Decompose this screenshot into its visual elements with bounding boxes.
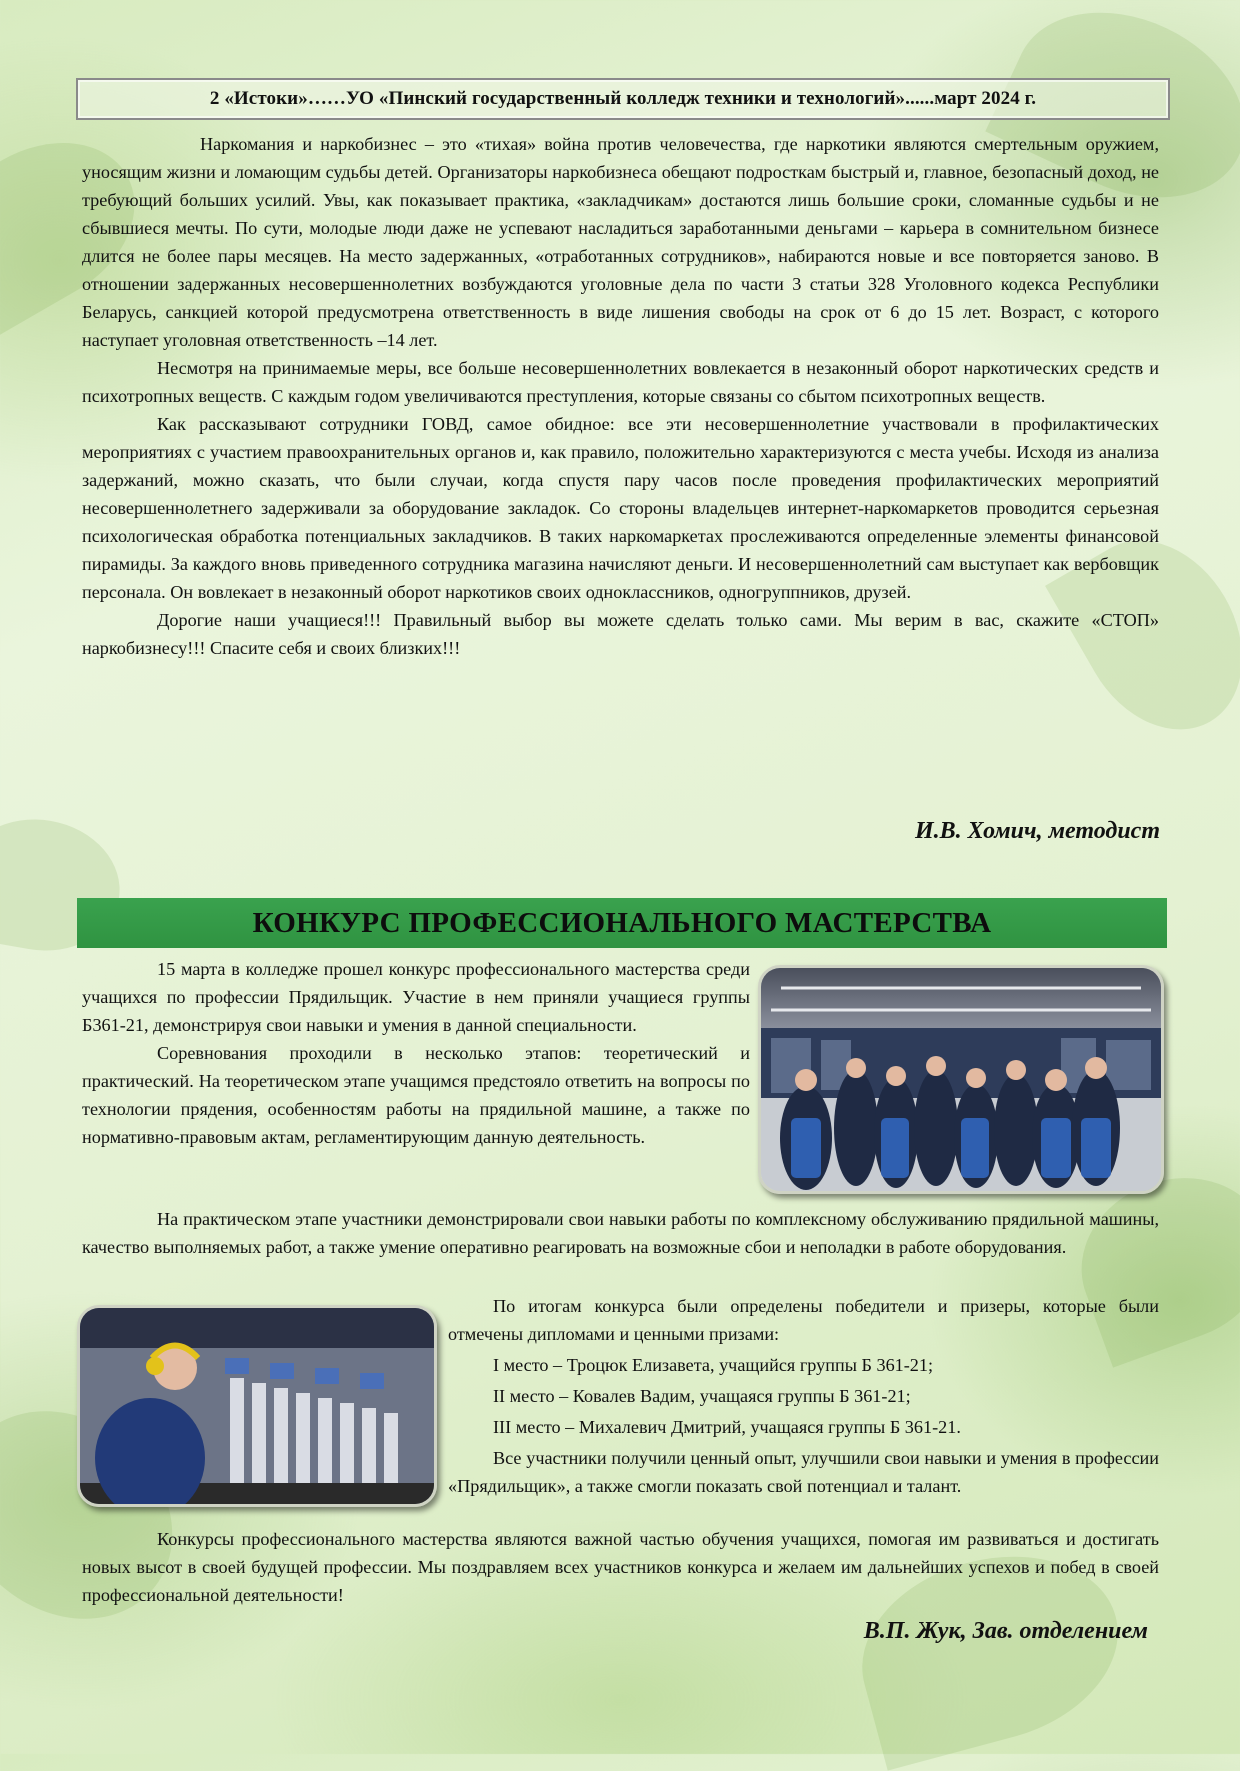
paragraph: По итогам конкурса были определены победители и призеры, которые были отмечены дипломами и ценными призами: (448, 1296, 1159, 1344)
spinning-machine-photo (77, 1305, 437, 1507)
paragraph: На практическом этапе участники демонстрировали свои навыки работы по комплексному обслуживанию прядильной машины, качество выполняемых работ, а также умение оперативно реагировать на возможные сбои и неполадки в работе оборудования. (82, 1209, 1159, 1257)
paragraph: Как рассказывают сотрудники ГОВД, самое обидное: все эти несовершеннолетние участвовали в профилактических мероприятиях с участием правоохранительных органов и, как правило, положительно характеризуются с места учебы. Исходя из анализа задержаний, можно сказать, что были случаи, когда спустя пару часов после проведения профилактических мероприятий несовершеннолетнего задерживали за оборудование закладок. Со стороны владельцев интернет-наркомаркетов проводится серьезная психологическая обработка потенциальных закладчиков. В таких наркомаркетах прослеживаются определенные элементы финансовой пирамиды. За каждого вновь приведенного сотрудника магазина начисляют деньги. И несовершеннолетний сам выступает как вербовщик персонала. Он вовлекает в незаконный оборот наркотиков своих одноклассников, одногруппников, друзей. (82, 414, 1159, 602)
paragraph: Все участники получили ценный опыт, улучшили свои навыки и умения в профессии «Прядильщик», а также смогли показать свой потенциал и талант. (448, 1448, 1159, 1496)
article-contest-intro (82, 955, 750, 1151)
winner-item: II место – Ковалев Вадим, учащаяся группы Б 361-21; (493, 1386, 911, 1406)
winner-item: III место – Михалевич Дмитрий, учащаяся группы Б 361-21. (493, 1417, 961, 1437)
paragraph: Наркомания и наркобизнес – это «тихая» война против человечества, где наркотики являются смертельным оружием, уносящим жизни и ломающим судьбы детей. Организаторы наркобизнеса обещают подросткам быстрый и, главное, безопасный доход, не требующий больших усилий. Увы, как показывает практика, «закладчикам» достаются лишь большие сроки, сломанные судьбы и не сбывшиеся мечты. По сути, молодые люди даже не успевают насладиться заработанными деньгами – карьера в сомнительном бизнесе длится не более пары месяцев. На место задержанных, «отработанных сотрудников», набираются новые и все повторяется заново. В отношении задержанных несовершеннолетних возбуждаются уголовные дела по части 3 статьи 328 Уголовного кодекса Республики Беларусь, санкцией которой предусмотрена ответственность в виде лишения свободы на срок от 6 до 15 лет. Возраст, с которого наступает уголовная ответственность –14 лет. (82, 134, 1159, 350)
group-photo-image (761, 968, 1161, 1191)
issue-header (76, 78, 1170, 120)
winner-item: I место – Троцюк Елизавета, учащийся группы Б 361-21; (493, 1355, 934, 1375)
section-title: КОНКУРС ПРОФЕССИОНАЛЬНОГО МАСТЕРСТВА (252, 906, 992, 939)
article-contest-results (448, 1292, 1159, 1500)
paragraph: Соревнования проходили в несколько этапов: теоретический и практический. На теоретическом этапе учащимся предстояло ответить на вопросы по технологии прядения, особенностям работы на прядильной машине, а также по нормативно-правовым актам, регламентирующим данную деятельность. (82, 1043, 750, 1147)
paragraph: Конкурсы профессионального мастерства являются важной частью обучения учащихся, помогая им развиваться и достигать новых высот в своей будущей профессии. Мы поздравляем всех участников конкурса и желаем им дальнейших успехов и побед в своей профессиональной деятельности! (82, 1529, 1159, 1605)
issue-header-text: 2 «Истоки»……УО «Пинский государственный колледж техники и технологий»......март 2024 г. (209, 88, 1037, 109)
paragraph: Дорогие наши учащиеся!!! Правильный выбор вы можете сделать только сами. Мы верим в вас, скажите «СТОП» наркобизнесу!!! Спасите себя и своих близких!!! (82, 610, 1159, 658)
article-contest-conclusion (82, 1525, 1159, 1609)
author-signature: В.П. Жук, Зав. отделением (863, 1618, 1148, 1644)
article-drugs (82, 130, 1159, 662)
group-photo (758, 965, 1164, 1194)
spinning-machine-photo-image (80, 1308, 434, 1504)
article-contest-practical (82, 1205, 1159, 1261)
paragraph: 15 марта в колледже прошел конкурс профессионального мастерства среди учащихся по профессии Прядильщик. Участие в нем приняли учащиеся группы Б361-21, демонстрируя свои навыки и умения в данной специальности. (82, 959, 750, 1035)
section-title-banner (77, 898, 1167, 948)
author-signature: И.В. Хомич, методист (914, 818, 1160, 844)
paragraph: Несмотря на принимаемые меры, все больше несовершеннолетних вовлекается в незаконный оборот наркотических средств и психотропных веществ. С каждым годом увеличиваются преступления, которые связаны со сбытом психотропных веществ. (82, 358, 1159, 406)
